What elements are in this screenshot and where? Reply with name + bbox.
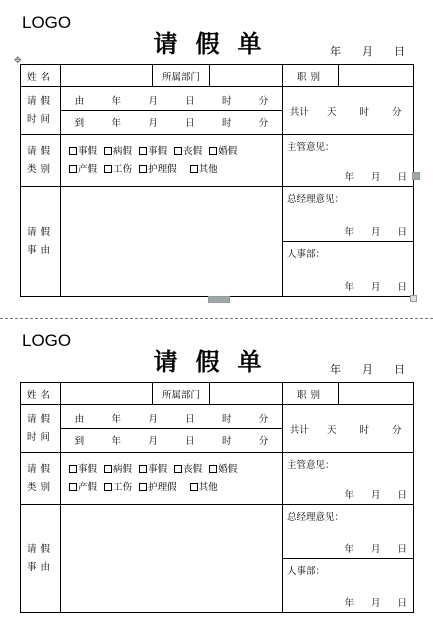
logo: LOGO <box>22 13 72 32</box>
checkbox-personal-2[interactable]: 事假 <box>139 464 167 475</box>
leave-type-options <box>61 135 283 187</box>
checkbox-bereavement[interactable]: 丧假 <box>174 146 202 157</box>
checkbox-maternity[interactable]: 产假 <box>69 482 97 493</box>
resize-handle-icon[interactable] <box>412 172 420 180</box>
checkbox-sick[interactable]: 病假 <box>104 464 132 475</box>
type-label: 请假 类别 <box>21 135 61 187</box>
total-field[interactable]: 共计 天 时 分 <box>283 87 414 135</box>
from-row: 由 年 月 日 时 分 <box>74 95 269 107</box>
leave-form-1 <box>0 0 433 300</box>
total-field[interactable]: 共计 天 时 分 <box>283 405 414 453</box>
gm-opinion[interactable]: 总经理意见： 年 月 日 <box>283 505 414 559</box>
time-range[interactable] <box>61 87 283 135</box>
reason-label: 请假 事由 <box>21 187 61 297</box>
checkbox-bereavement[interactable]: 丧假 <box>174 464 202 475</box>
form-date: 年 月 日 <box>330 363 405 376</box>
checkbox-other[interactable]: 其他 <box>190 482 218 493</box>
dept-field[interactable] <box>210 383 283 405</box>
checkbox-nursing[interactable]: 护理假 <box>139 482 177 493</box>
supervisor-opinion[interactable]: 主管意见： 年 月 日 <box>283 453 414 505</box>
leave-table <box>20 382 414 613</box>
name-field[interactable] <box>61 383 153 405</box>
checkbox-personal[interactable]: 事假 <box>69 146 97 157</box>
name-label: 姓名 <box>21 383 61 405</box>
time-label: 请假 时间 <box>21 405 61 453</box>
logo: LOGO <box>22 331 72 350</box>
supervisor-opinion[interactable]: 主管意见： 年 月 日 <box>283 135 414 187</box>
checkbox-injury[interactable]: 工伤 <box>104 164 132 175</box>
dept-label: 所属部门 <box>153 383 210 405</box>
form-title: 请假单 <box>153 347 280 376</box>
position-field[interactable] <box>339 383 414 405</box>
gm-opinion[interactable]: 总经理意见： 年 月 日 <box>283 187 414 242</box>
position-label: 职别 <box>283 383 339 405</box>
name-field[interactable] <box>61 65 153 87</box>
dept-field[interactable] <box>210 65 283 87</box>
checkbox-personal-2[interactable]: 事假 <box>139 146 167 157</box>
to-row: 到 年 月 日 时 分 <box>61 110 282 132</box>
reason-label: 请假 事由 <box>21 505 61 613</box>
time-label: 请假 时间 <box>21 87 61 135</box>
dept-label: 所属部门 <box>153 65 210 87</box>
type-label: 请假 类别 <box>21 453 61 505</box>
position-label: 职别 <box>283 65 339 87</box>
checkbox-nursing[interactable]: 护理假 <box>139 164 177 175</box>
hr-opinion[interactable]: 人事部： 年 月 日 <box>283 242 414 297</box>
leave-type-options <box>61 453 283 505</box>
page-separator <box>0 318 433 319</box>
hr-opinion[interactable]: 人事部： 年 月 日 <box>283 559 414 613</box>
reason-field[interactable] <box>61 187 283 297</box>
time-range[interactable] <box>61 405 283 453</box>
form-date: 年 月 日 <box>330 45 405 58</box>
position-field[interactable] <box>339 65 414 87</box>
name-label: 姓名 <box>21 65 61 87</box>
leave-table <box>20 64 414 297</box>
checkbox-other[interactable]: 其他 <box>190 164 218 175</box>
table-resize-corner-icon[interactable] <box>410 295 417 302</box>
table-move-handle-icon[interactable]: ✥ <box>14 56 22 66</box>
to-row: 到 年 月 日 时 分 <box>61 428 282 450</box>
checkbox-marriage[interactable]: 婚假 <box>209 146 237 157</box>
checkbox-maternity[interactable]: 产假 <box>69 164 97 175</box>
row-resize-handle-icon[interactable] <box>208 296 230 303</box>
from-row: 由 年 月 日 时 分 <box>74 413 269 425</box>
reason-field[interactable] <box>61 505 283 613</box>
checkbox-injury[interactable]: 工伤 <box>104 482 132 493</box>
checkbox-marriage[interactable]: 婚假 <box>209 464 237 475</box>
form-title: 请假单 <box>153 29 280 58</box>
leave-form-2 <box>0 320 433 620</box>
checkbox-personal[interactable]: 事假 <box>69 464 97 475</box>
checkbox-sick[interactable]: 病假 <box>104 146 132 157</box>
